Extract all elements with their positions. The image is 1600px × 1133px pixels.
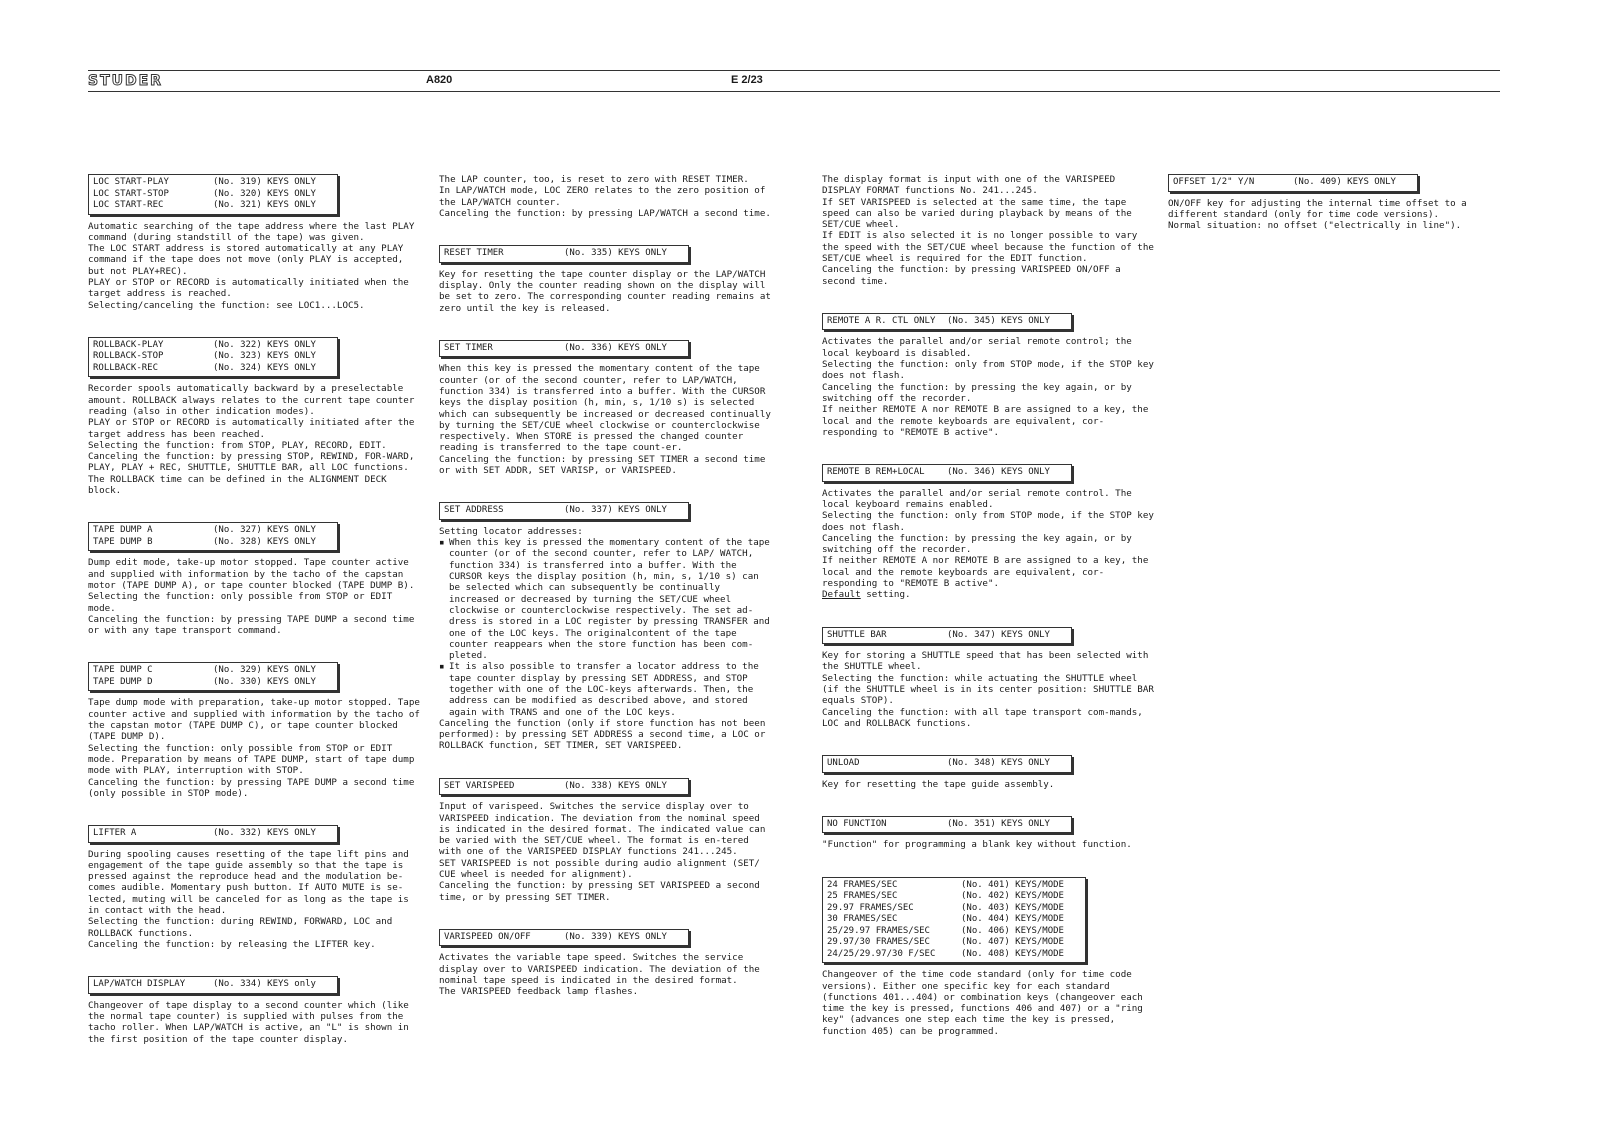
function-number: (No. 337) KEYS ONLY [564,505,667,516]
function-number: (No. 407) KEYS/MODE [961,937,1064,948]
function-description [822,839,1158,850]
description-text: Activates the parallel and/or serial remote control. The local keyboard remains enabled. Selecting the function: only from STOP mode, if the STOP key does not flash. Canceling the function: by pressing the key again, or by switching off the recorder. If neither REMOTE A nor REMOTE B are assigned to a key, the local and the remote keyboards are equivalent, cor-responding to "REMOTE B active". [822,487,1154,590]
function-key-row [827,914,1081,926]
function-name: VARISPEED ON/OFF [444,931,531,942]
function-number: (No. 401) KEYS/MODE [961,879,1064,890]
function-number: (No. 330) KEYS ONLY [213,676,316,687]
function-number: (No. 328) KEYS ONLY [213,536,316,547]
function-key-box [88,825,338,843]
function-name: LOC START-PLAY [93,177,169,187]
function-name: ROLLBACK-PLAY [93,339,164,350]
column-3 [822,174,1158,1063]
description-text: Canceling the function (only if store function has not been performed): by pressing SET ADDRESS a second time, a LOC or ROLLBACK function, SET TIMER, SET VARISPEED. [439,717,771,752]
function-number: (No. 334) KEYS only [213,979,316,990]
function-key-box [88,522,338,551]
function-key-row [827,630,1067,642]
function-name: LIFTER A [93,828,137,839]
function-number: (No. 339) KEYS ONLY [564,931,667,942]
function-key-row [93,828,333,840]
bullet-text: It is also possible to transfer a locator address to the tape counter display by pressing SET ADDRESS, and STOP together with one of the LOC-keys afterwards. Then, the address can be modified as described above, and stored again with TRANS and one of the LOC keys. [449,661,765,718]
bullet-text: When this key is pressed the momentary content of the tape counter (or of the second counter, refer to LAP/ WATCH, function 334) is transferred into a buffer. With the CURSOR keys the display position (h, min, s, 1/10 s) can be selected which can subsequently be continually increased or decreased by turning the SET/CUE wheel clockwise or counterclockwise respectively. The set ad-dress is stored in a LOC register by pressing TRANSFER and one of the LOC keys. The originalcontent of the tape counter reappears when the store function has been com-pleted. [449,537,776,662]
function-number: (No. 336) KEYS ONLY [564,342,667,353]
column-1 [88,174,424,1071]
function-number: (No. 346) KEYS ONLY [947,467,1050,478]
function-number: (No. 338) KEYS ONLY [564,780,667,791]
function-key-box [88,174,338,215]
function-number: (No. 323) KEYS ONLY [213,351,316,362]
function-key-row [93,200,333,212]
function-description [88,221,424,311]
function-key-row [827,758,1067,770]
function-key-row [827,819,1067,831]
function-key-row [93,363,333,375]
function-key-box [822,627,1072,645]
description-text: ON/OFF key for adjusting the internal time offset to a different standard (only for time code versions). Normal situation: no offset ("electrically in line"). [1168,197,1467,232]
function-key-box [88,337,338,378]
function-name: OFFSET 1/2" Y/N [1173,177,1255,187]
description-text: Automatic searching of the tape address where the last PLAY command (during standstill of the tape) was given. The LOC START address is stored automatically at any PLAY command if the tape does not move (only PLAY is accepted, but not PLAY+REC). PLAY or STOP or RECORD is automatically initiated when the target address is reached. Selecting/canceling the function: see LOC1...LOC5. [88,220,415,311]
function-number: (No. 404) KEYS/MODE [961,914,1064,925]
function-key-row [444,932,684,944]
function-description [439,174,775,219]
function-name: REMOTE A R. CTL ONLY [827,315,936,326]
description-text: Activates the variable tape speed. Switches the service display over to VARISPEED indication. The deviation of the nominal tape speed is indicated in the desired format. The VARISPEED feedback lamp flashes. [439,952,760,998]
description-text: During spooling causes resetting of the tape lift pins and engagement of the tape guide assembly so that the tape is pressed against the reproduce head and the modulation be-comes audible. Momentary push button. If AUTO MUTE is se-lected, muting will be canceled for as long as the tape is in contact with the head. Selecting the function: during REWIND, FORWARD, LOC and ROLLBACK functions. Canceling the function: by releasing the LIFTER key. [88,848,409,950]
bullet-item [439,661,775,717]
function-key-row [827,949,1081,961]
function-name: 30 FRAMES/SEC [827,914,898,925]
function-key-box [439,929,689,947]
function-description [822,488,1158,601]
function-number: (No. 345) KEYS ONLY [947,315,1050,326]
function-key-row [93,340,333,352]
function-key-row [827,937,1081,949]
function-key-box [822,816,1072,834]
function-name: SHUTTLE BAR [827,629,887,640]
function-number: (No. 332) KEYS ONLY [213,828,316,839]
description-text: "Function" for programming a blank key without function. [822,839,1132,851]
function-name: LAP/WATCH DISPLAY [93,979,186,990]
function-description [1168,198,1504,232]
function-number: (No. 321) KEYS ONLY [213,200,316,210]
function-key-row [827,891,1081,903]
description-text: Tape dump mode with preparation, take-up motor stopped. Tape counter active and supplied with information by the tacho of the capstan motor (TAPE DUMP C), or tape counter blocked (TAPE DUMP D). Selecting the function: only possible from STOP or EDIT mode. Preparation by means of TAPE DUMP, start of tape dump mode with PLAY, interruption with STOP. Canceling the function: by pressing TAPE DUMP a second time (only possible in STOP mode). [88,697,420,799]
function-description [439,526,775,752]
column-4 [1168,174,1504,257]
function-description [439,363,775,476]
description-text: Key for storing a SHUTTLE speed that has been selected with the SHUTTLE wheel. Selecting the function: while actuating the SHUTTLE wheel (if the SHUTTLE wheel is in its center position: SHUTTLE BAR equals STOP). Canceling the function: with all tape transport com-mands, LOC and ROLLBACK functions. [822,650,1154,729]
function-number: (No. 335) KEYS ONLY [564,248,667,259]
default-rest: setting. [860,589,911,601]
function-description [822,174,1158,287]
function-name: LOC START-STOP [93,188,169,199]
function-key-box [822,755,1072,773]
function-description [88,697,424,799]
function-key-box [88,662,338,691]
function-key-box [88,976,338,994]
function-number: (No. 408) KEYS/MODE [961,948,1064,959]
function-name: ROLLBACK-STOP [93,351,164,362]
function-key-row [827,880,1081,892]
function-name: ROLLBACK-REC [93,362,159,373]
description-text: When this key is pressed the momentary content of the tape counter (or of the second counter, refer to LAP/WATCH, function 334) is transferred into a buffer. With the CURSOR keys the display position (h, min, s, 1/10 s) is selected which can subsequently be increased or decreased continually by turning the SET/CUE wheel clockwise or counterclockwise respectively. When STORE is pressed the changed counter reading is transferred to the tape count-er. Canceling the function: by pressing SET TIMER a second time or with SET ADDR, SET VARISP, or VARISPEED. [439,363,771,477]
function-key-box [822,877,1086,964]
function-key-row [93,177,333,189]
default-note [822,589,1158,600]
function-name: RESET TIMER [444,248,504,259]
description-text: Key for resetting the tape guide assembly. [822,778,1055,790]
function-key-row [93,537,333,549]
function-name: TAPE DUMP A [93,525,153,536]
function-key-row [444,343,684,355]
description-text: Dump edit mode, take-up motor stopped. Tape counter active and supplied with information by the tacho of the capstan motor (TAPE DUMP A), or tape counter blocked (TAPE DUMP B). Selecting the function: only possible from STOP or EDIT mode. Canceling the function: by pressing TAPE DUMP a second time or with any tape transport command. [88,557,415,637]
function-name: TAPE DUMP C [93,665,153,676]
function-key-row [93,189,333,201]
function-name: 25 FRAMES/SEC [827,891,898,902]
function-description [822,969,1158,1037]
function-description [88,1000,424,1045]
function-name: 29.97 FRAMES/SEC [827,902,914,913]
description-text: The display format is input with one of the VARISPEED DISPLAY FORMAT functions No. 241...245. If SET VARISPEED is selected at the same time, the tape speed can also be varied during playback by means of the SET/CUE wheel. If EDIT is also selected it is no longer possible to vary the speed with the SET/CUE wheel because the function of the SET/CUE wheel is required for the EDIT function. Canceling the function: by pressing VARISPEED ON/OFF a second time. [822,174,1154,287]
function-name: 24/25/29.97/30 F/SEC [827,948,936,959]
description-text: Input of varispeed. Switches the service display over to VARISPEED indication. The deviation from the nominal speed is indicated in the desired format. The indicated value can be varied with the SET/CUE wheel. The format is en-tered with one of the VARISPEED DISPLAY functions 241...245. SET VARISPEED is not possible during audio alignment (SET/ CUE wheel is needed for alignment). Canceling the function: by pressing SET VARISPEED a second time, or by pressing SET TIMER. [439,801,766,903]
function-number: (No. 324) KEYS ONLY [213,362,316,373]
function-number: (No. 347) KEYS ONLY [947,629,1050,640]
function-number: (No. 329) KEYS ONLY [213,665,316,676]
function-key-box [822,313,1072,331]
function-name: 24 FRAMES/SEC [827,879,898,890]
model-label: A820 [426,74,453,86]
function-description [822,650,1158,729]
function-number: (No. 327) KEYS ONLY [213,525,316,536]
function-key-row [93,525,333,537]
page-number: E 2/23 [731,74,763,86]
function-key-box [439,245,689,263]
function-key-box [439,778,689,796]
function-key-row [444,505,684,517]
description-text: Recorder spools automatically backward by a preselectable amount. ROLLBACK always relates to the current tape counter reading (also in other indication modes). PLAY or STOP or RECORD is automatically initiated after the target address has been reached. Selecting the function: from STOP, PLAY, RECORD, EDIT. Canceling the function: by pressing STOP, REWIND, FOR-WARD, PLAY, PLAY + REC, SHUTTLE, SHUTTLE BAR, all LOC functions. The ROLLBACK time can be defined in the ALIGNMENT DECK block. [88,383,415,497]
function-key-box [439,340,689,358]
column-2 [439,174,775,1024]
function-name: SET TIMER [444,342,493,353]
function-description [439,952,775,997]
function-description [439,801,775,903]
function-name: REMOTE B REM+LOCAL [827,467,925,478]
function-description [88,557,424,636]
function-description [88,849,424,951]
function-key-row [444,248,684,260]
description-text: Activates the parallel and/or serial remote control; the local keyboard is disabled. Selecting the function: only from STOP mode, if the STOP key does not flash. Canceling the function: by pressing the key again, or by switching off the recorder. If neither REMOTE A nor REMOTE B are assigned to a key, the local and the remote keyboards are equivalent, cor-responding to "REMOTE B active". [822,336,1154,438]
bullet-item [439,537,775,661]
function-number: (No. 322) KEYS ONLY [213,339,316,350]
function-description [88,383,424,496]
function-key-box [1168,174,1418,192]
description-text: The LAP counter, too, is reset to zero with RESET TIMER. In LAP/WATCH mode, LOC ZERO relates to the zero position of the LAP/WATCH counter. Canceling the function: by pressing LAP/WATCH a second time. [439,174,771,219]
description-text: Changeover of the time code standard (only for time code versions). Either one specific key for each standard (functions 401...404) or combination keys (changeover each time the key is pressed, functions 406 and 407) or a "ring key" (advances one step each time the key is pressed, function 405) can be programmed. [822,969,1149,1037]
function-number: (No. 403) KEYS/MODE [961,902,1064,913]
function-key-row [827,926,1081,938]
bullet-icon: ▪ [439,537,445,549]
function-number: (No. 348) KEYS ONLY [947,758,1050,769]
function-name: 25/29.97 FRAMES/SEC [827,925,930,936]
function-number: (No. 402) KEYS/MODE [961,891,1064,902]
function-key-row [93,665,333,677]
function-number: (No. 409) KEYS ONLY [1293,177,1396,187]
function-name: LOC START-REC [93,200,164,210]
function-key-row [93,351,333,363]
function-key-row [444,781,684,793]
function-name: TAPE DUMP B [93,536,153,547]
page-header [88,70,1500,92]
function-name: 29.97/30 FRAMES/SEC [827,937,930,948]
function-key-row [827,903,1081,915]
function-name: UNLOAD [827,758,860,769]
function-key-box [439,502,689,520]
description-text: Key for resetting the tape counter display or the LAP/WATCH display. Only the counter reading shown on the display will be set to zero. The corresponding counter reading remains at zero until the key is released. [439,268,777,314]
function-key-box [822,464,1072,482]
function-name: SET ADDRESS [444,505,504,516]
function-description [439,269,775,314]
function-number: (No. 319) KEYS ONLY [213,177,316,187]
function-name: NO FUNCTION [827,818,887,829]
description-text: Changeover of tape display to a second counter which (like the normal tape counter) is supplied with pulses from the tacho roller. When LAP/WATCH is active, an "L" is shown in the first position of the tape counter display. [88,999,415,1045]
function-number: (No. 351) KEYS ONLY [947,818,1050,829]
function-name: SET VARISPEED [444,780,515,791]
intro-text: Setting locator addresses: [439,525,583,537]
function-name: TAPE DUMP D [93,676,153,687]
function-number: (No. 320) KEYS ONLY [213,188,316,199]
function-description [822,336,1158,438]
function-key-row [827,467,1067,479]
studer-logo: STUDER [88,73,163,89]
function-key-row [1173,177,1413,189]
function-key-row [93,979,333,991]
default-word: Default [822,589,861,601]
function-key-row [827,316,1067,328]
function-number: (No. 406) KEYS/MODE [961,925,1064,936]
function-description [822,779,1158,790]
function-key-row [93,677,333,689]
bullet-icon: ▪ [439,661,445,673]
